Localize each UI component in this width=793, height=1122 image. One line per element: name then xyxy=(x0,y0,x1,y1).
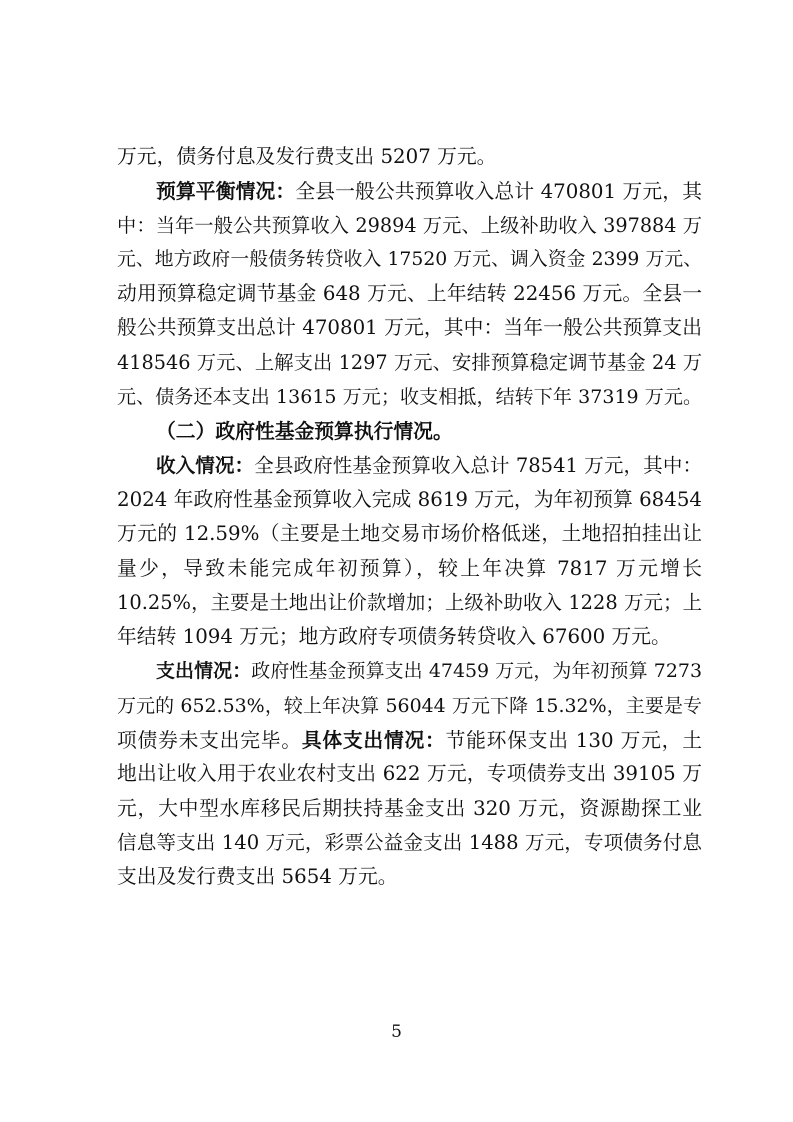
text-line xyxy=(117,140,702,174)
text-line xyxy=(117,586,702,620)
text-run: 般公共预算支出总计 470801 万元，其中：当年一般公共预算支出 xyxy=(117,316,702,340)
text-run: 节能环保支出 130 万元，土 xyxy=(445,729,702,753)
text-line xyxy=(117,346,702,380)
text-line xyxy=(117,483,702,517)
text-run: 元、债务还本支出 13615 万元；收支相抵，结转下年 37319 万元。 xyxy=(117,386,702,409)
text-run: 年结转 1094 万元；地方政府专项债务转贷收入 67600 万元。 xyxy=(117,625,671,649)
bold-heading: 预算平衡情况： xyxy=(156,179,296,204)
text-line xyxy=(117,689,702,723)
text-line xyxy=(117,449,702,483)
text-run: 全县一般公共预算收入总计 470801 万元，其 xyxy=(295,180,702,204)
text-line xyxy=(117,243,702,277)
text-run: 万元的 12.59%（主要是土地交易市场价格低迷，土地招拍挂出让 xyxy=(117,522,702,546)
text-line xyxy=(117,757,702,791)
text-run: 全县政府性基金预算收入总计 78541 万元，其中： xyxy=(254,453,702,477)
page-number: 5 xyxy=(391,1022,402,1042)
section-heading xyxy=(117,414,702,448)
text-line xyxy=(117,723,702,757)
text-line xyxy=(117,552,702,586)
text-run: 元、地方政府一般债务转贷收入 17520 万元、调入资金 2399 万元、 xyxy=(117,248,702,270)
text-line xyxy=(117,517,702,551)
section-heading-text: （二）政府性基金预算执行情况。 xyxy=(156,419,453,444)
text-run: 政府性基金预算支出 47459 万元，为年初预算 7273 xyxy=(251,660,702,683)
text-run: 项债券未支出完毕。 xyxy=(117,729,302,753)
text-run: 2024 年政府性基金预算收入完成 8619 万元，为年初预算 68454 xyxy=(117,487,702,511)
bold-heading: 收入情况： xyxy=(156,453,255,477)
text-line xyxy=(117,620,702,654)
text-run: 地出让收入用于农业农村支出 622 万元，专项债券支出 39105 万 xyxy=(117,762,702,786)
text-run: 418546 万元、上解支出 1297 万元、安排预算稳定调节基金 24 万 xyxy=(117,350,702,374)
text-line xyxy=(117,209,702,243)
text-run: 万元，债务付息及发行费支出 5207 万元。 xyxy=(117,145,497,168)
text-run: 10.25%，主要是土地出让价款增加；上级补助收入 1228 万元；上 xyxy=(117,590,702,614)
text-line xyxy=(117,311,702,345)
text-line xyxy=(117,380,702,414)
text-run: 信息等支出 140 万元，彩票公益金支出 1488 万元，专项债务付息 xyxy=(117,830,702,854)
text-run: 动用预算稳定调节基金 648 万元、上年结转 22456 万元。全县一 xyxy=(117,282,702,306)
text-run: 元，大中型水库移民后期扶持基金支出 320 万元，资源勘探工业 xyxy=(117,796,702,820)
text-run: 支出及发行费支出 5654 万元。 xyxy=(117,865,398,889)
text-line xyxy=(117,860,702,894)
text-line xyxy=(117,174,702,208)
text-line xyxy=(117,792,702,826)
text-line xyxy=(117,826,702,860)
text-line xyxy=(117,654,702,688)
text-run: 万元的 652.53%，较上年决算 56044 万元下降 15.32%，主要是专 xyxy=(117,694,702,717)
body-text xyxy=(117,140,702,895)
text-run: 量少，导致未能完成年初预算），较上年决算 7817 万元增长 xyxy=(117,556,702,580)
bold-heading: 具体支出情况： xyxy=(301,728,446,753)
text-run: 中：当年一般公共预算收入 29894 万元、上级补助收入 397884 万 xyxy=(117,213,702,237)
text-line xyxy=(117,277,702,311)
bold-heading: 支出情况： xyxy=(156,660,252,683)
